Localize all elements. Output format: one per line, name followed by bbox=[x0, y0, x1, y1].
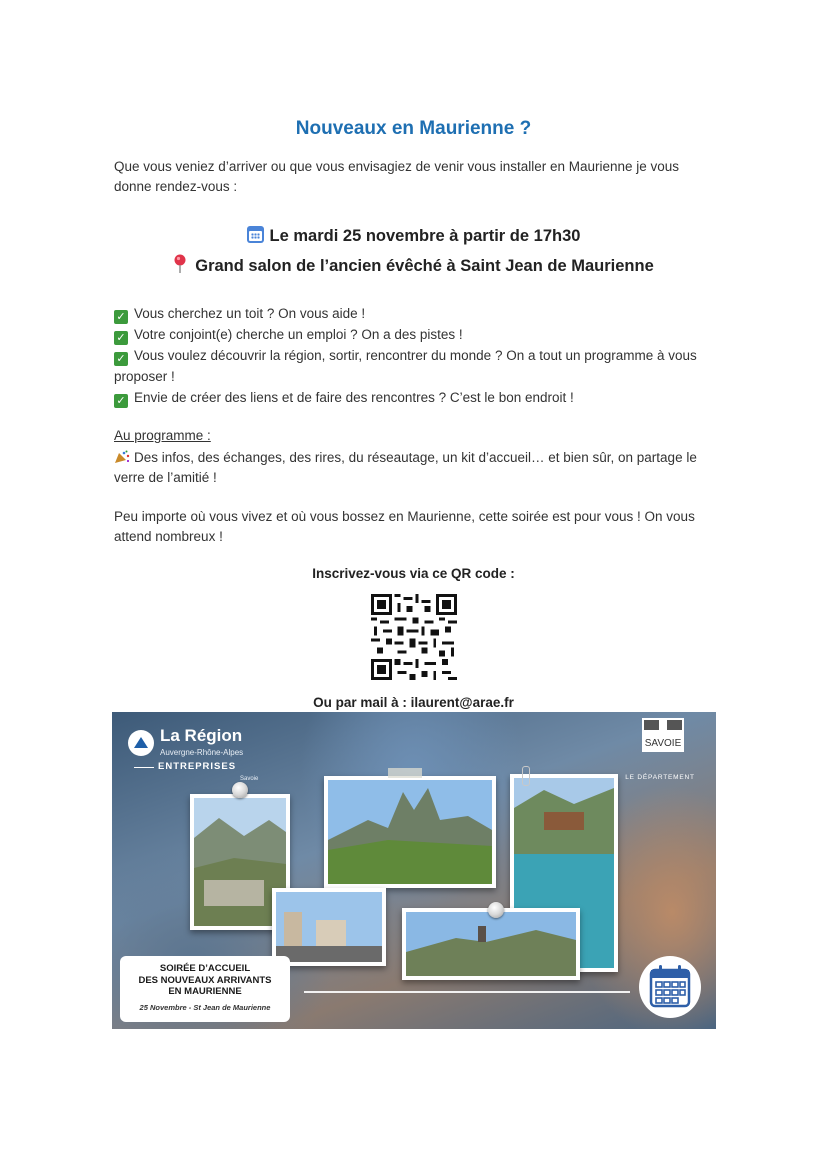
photo-castle bbox=[402, 908, 580, 980]
region-logo-icon bbox=[128, 730, 154, 756]
savoie-logo bbox=[622, 718, 698, 784]
program-text: Des infos, des échanges, des rires, du réseautage, un kit d’accueil… et bien sûr, on partage le verre de l’amitié ! bbox=[114, 450, 697, 485]
calendar-icon bbox=[649, 964, 691, 1008]
event-box-title-line: EN MAURIENNE bbox=[168, 986, 242, 997]
region-logo-entreprises: ENTREPRISES bbox=[158, 761, 237, 772]
savoie-logo-dept: LE DÉPARTEMENT bbox=[625, 774, 695, 781]
program-text-block bbox=[114, 448, 719, 488]
event-place-text: Grand salon de l’ancien évêché à Saint Jean de Maurienne bbox=[195, 257, 654, 275]
event-banner bbox=[112, 712, 716, 1029]
qr-label: Inscrivez-vous via ce QR code : bbox=[312, 566, 515, 581]
event-date-line bbox=[0, 226, 827, 246]
party-popper-icon bbox=[114, 450, 130, 464]
event-box-title-line: SOIRÉE D’ACCUEIL bbox=[159, 963, 251, 974]
checklist-item-text: Votre conjoint(e) cherche un emploi ? On a des pistes ! bbox=[134, 327, 463, 342]
checklist-item bbox=[114, 387, 719, 408]
closing-text: Peu importe où vous vivez et où vous bossez en Maurienne, cette soirée est pour vous ! On vous attend nombreux ! bbox=[114, 509, 695, 544]
checklist-item bbox=[114, 324, 719, 345]
paperclip-icon bbox=[522, 766, 530, 786]
checklist-item-text: Vous cherchez un toit ? On vous aide ! bbox=[134, 306, 366, 321]
tape-strip bbox=[388, 768, 422, 778]
pin-icon bbox=[488, 902, 504, 918]
region-logo-name: La Région bbox=[160, 726, 243, 745]
check-mark-icon: ✓ bbox=[114, 331, 128, 345]
checklist bbox=[114, 303, 719, 408]
event-date-text: Le mardi 25 novembre à partir de 17h30 bbox=[269, 227, 581, 245]
savoie-logo-name: SAVOIE bbox=[644, 738, 682, 749]
region-logo-savoie: Savoie bbox=[240, 776, 259, 782]
region-logo-sub: Auvergne-Rhône-Alpes bbox=[160, 748, 244, 757]
photo-town bbox=[272, 888, 386, 966]
checklist-item bbox=[114, 303, 719, 324]
checklist-item bbox=[114, 345, 719, 387]
banner-divider bbox=[304, 991, 630, 993]
event-box-title-line: DES NOUVEAUX ARRIVANTS bbox=[138, 974, 272, 986]
check-mark-icon: ✓ bbox=[114, 394, 128, 408]
calendar-icon bbox=[247, 226, 264, 243]
page-title: Nouveaux en Maurienne ? bbox=[295, 118, 532, 139]
region-logo-divider bbox=[134, 767, 154, 768]
check-mark-icon: ✓ bbox=[114, 352, 128, 366]
map-pin-icon bbox=[173, 254, 187, 274]
event-box-title bbox=[120, 963, 290, 998]
qr-code[interactable] bbox=[371, 594, 457, 680]
event-info-box bbox=[120, 956, 290, 1022]
intro-text: Que vous veniez d’arriver ou que vous envisagiez de venir vous installer en Maurienne je vous donne rendez-vous : bbox=[114, 159, 680, 194]
checklist-item-text: Vous voulez découvrir la région, sortir, rencontrer du monde ? On a tout un programme à vous proposer ! bbox=[114, 348, 697, 384]
check-mark-icon: ✓ bbox=[114, 310, 128, 324]
program-heading: Au programme : bbox=[114, 428, 211, 443]
region-logo bbox=[128, 720, 268, 780]
checklist-item-text: Envie de créer des liens et de faire des rencontres ? C’est le bon endroit ! bbox=[134, 390, 574, 405]
event-place-line bbox=[0, 254, 827, 276]
calendar-badge bbox=[639, 956, 701, 1018]
event-box-subtitle: 25 Novembre - St Jean de Maurienne bbox=[139, 1002, 271, 1012]
mail-line: Ou par mail à : ilaurent@arae.fr bbox=[313, 695, 514, 710]
photo-mountains bbox=[324, 776, 496, 888]
pin-icon bbox=[232, 782, 248, 798]
